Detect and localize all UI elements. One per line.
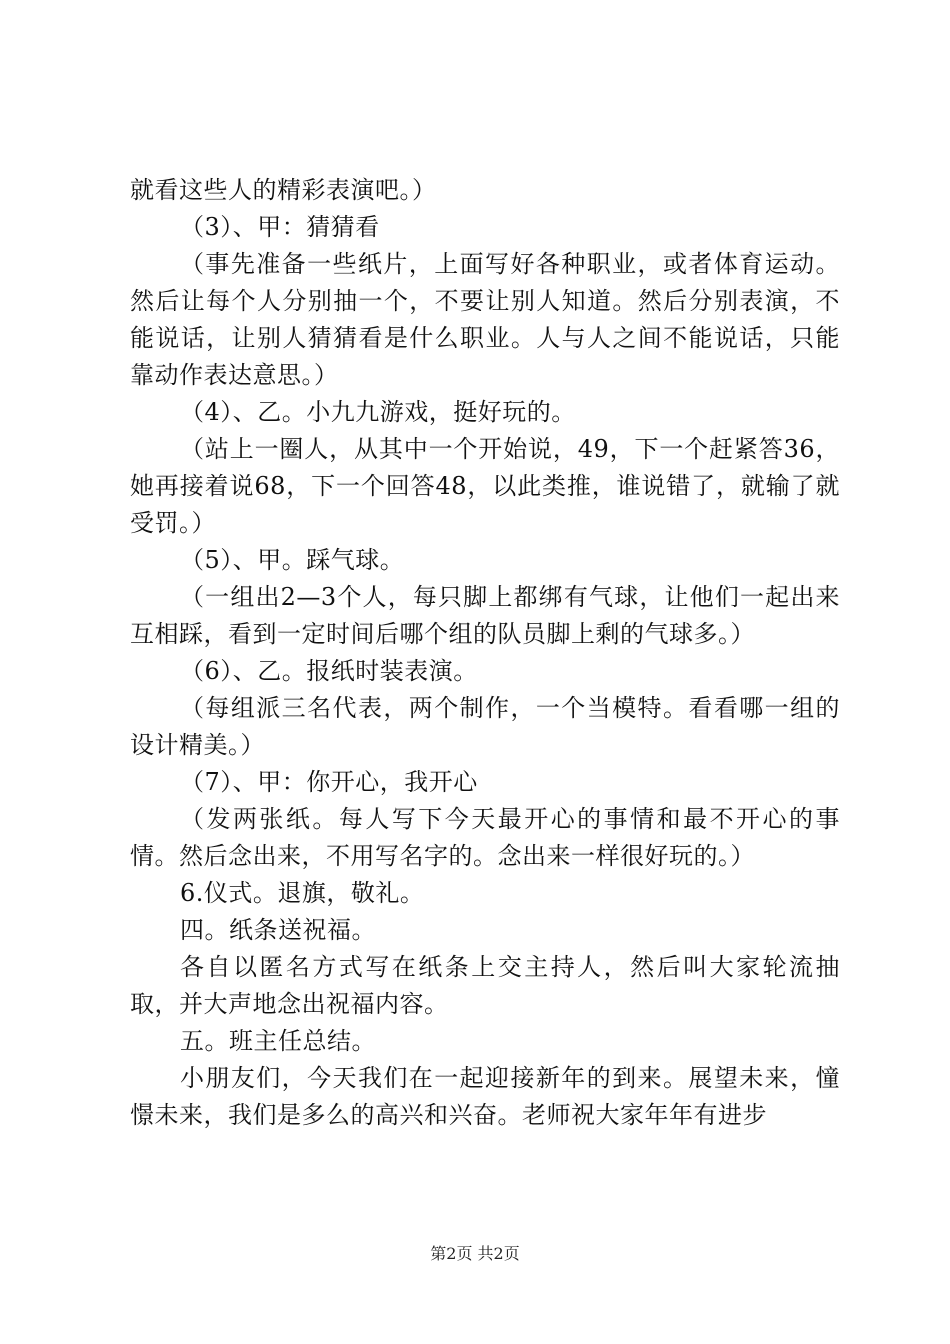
paragraph: （事先准备一些纸片，上面写好各种职业，或者体育运动。然后让每个人分别抽一个，不要让别人知道。然后分别表演，不能说话，让别人猜猜看是什么职业。人与人之间不能说话，只能靠动作表达意思。）: [130, 250, 840, 389]
paragraph: （发两张纸。每人写下今天最开心的事情和最不开心的事情。然后念出来，不用写名字的。念出来一样很好玩的。）: [130, 805, 840, 870]
paragraph: （3）、甲：猜猜看: [180, 213, 380, 241]
paragraph: 就看这些人的精彩表演吧。）: [130, 176, 437, 204]
paragraph: 五。班主任总结。: [180, 1027, 376, 1055]
paragraph: （5）、甲。踩气球。: [180, 546, 405, 574]
page-number-footer: 第2页 共2页: [430, 1244, 520, 1263]
paragraph: （每组派三名代表，两个制作，一个当模特。看看哪一组的设计精美。）: [130, 694, 840, 759]
paragraph: 各自以匿名方式写在纸条上交主持人，然后叫大家轮流抽取，并大声地念出祝福内容。: [130, 953, 840, 1018]
paragraph: 四。纸条送祝福。: [180, 916, 376, 944]
paragraph: （站上一圈人，从其中一个开始说，49，下一个赶紧答36，她再接着说68，下一个回答48，以此类推，谁说错了，就输了就受罚。）: [130, 435, 840, 537]
paragraph: （7）、甲：你开心，我开心: [180, 768, 478, 796]
paragraph: （一组出2—3个人，每只脚上都绑有气球，让他们一起出来互相踩，看到一定时间后哪个组的队员脚上剩的气球多。）: [130, 583, 840, 648]
paragraph: 小朋友们，今天我们在一起迎接新年的到来。展望未来，憧憬未来，我们是多么的高兴和兴奋。老师祝大家年年有进步: [130, 1064, 840, 1129]
document-body: [130, 172, 840, 1134]
paragraph: 6.仪式。退旗，敬礼。: [180, 879, 425, 907]
paragraph: （6）、乙。报纸时装表演。: [180, 657, 478, 685]
paragraph: （4）、乙。小九九游戏，挺好玩的。: [180, 398, 576, 426]
